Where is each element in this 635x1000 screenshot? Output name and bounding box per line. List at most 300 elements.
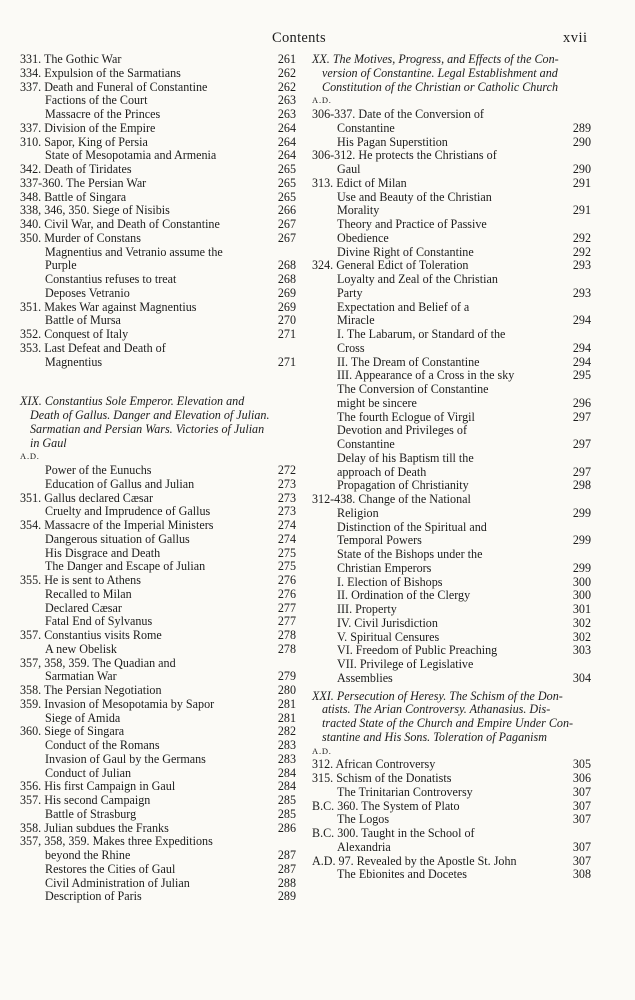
toc-entry (312, 163, 591, 177)
toc-entry-title: Party (337, 286, 363, 300)
chapter-heading-line: Sarmatian and Persian Wars. Victories of Julian (30, 421, 265, 436)
toc-entry-page: 271 (277, 354, 296, 369)
toc-entry-title: Temporal Powers (337, 534, 422, 548)
toc-list-right-xx (312, 108, 591, 686)
toc-entry-page: 264 (277, 120, 296, 135)
toc-entry (20, 301, 296, 315)
toc-entry-title: State of the Bishops under the (337, 548, 483, 561)
toc-entry-page: 290 (572, 134, 591, 149)
toc-entry-title: 331. The Gothic War (20, 53, 122, 66)
toc-entry-page: 264 (277, 134, 296, 149)
toc-entry (312, 507, 591, 521)
toc-entry-title: Purple (45, 259, 77, 273)
chapter-heading-xx (312, 53, 591, 94)
toc-entry-title: III. Property (337, 603, 397, 616)
toc-entry-title: 356. His first Campaign in Gaul (20, 780, 176, 794)
toc-entry-page: 302 (572, 615, 591, 630)
toc-entry (20, 822, 296, 836)
chapter-heading-line: XXI. Persecution of Heresy. The Schism of the Don- (312, 688, 563, 703)
toc-entry (312, 479, 591, 493)
toc-entry-page: 277 (277, 600, 296, 615)
toc-entry (312, 149, 591, 163)
page-number: xvii (563, 30, 588, 46)
chapter-heading-line: in Gaul (30, 435, 67, 450)
toc-entry-title: 310. Sapor, King of Persia (20, 135, 148, 149)
toc-entry (20, 863, 296, 877)
toc-entry-page: 283 (277, 738, 296, 752)
toc-entry-title: Theory and Practice of Passive (337, 218, 487, 231)
toc-entry (312, 397, 591, 411)
toc-entry (20, 218, 296, 232)
toc-entry-title: Expectation and Belief of a (337, 300, 470, 314)
toc-entry (312, 246, 591, 260)
toc-entry (312, 562, 591, 576)
toc-entry-title: The Conversion of Constantine (337, 383, 489, 396)
toc-entry-title: Divine Right of Constantine (337, 245, 474, 259)
toc-entry (20, 890, 296, 904)
toc-entry (20, 574, 296, 588)
toc-entry-title: Constantine (337, 121, 395, 135)
toc-entry-title: 334. Expulsion of the Sarmatians (20, 66, 181, 80)
toc-entry-page: 285 (277, 793, 296, 807)
toc-entry-title: Siege of Amida (45, 711, 121, 725)
toc-entry-page: 273 (277, 476, 296, 491)
toc-entry-title: B.C. 360. The System of Plato (312, 799, 460, 813)
toc-entry-page: 290 (572, 162, 591, 176)
toc-entry (20, 780, 296, 794)
toc-entry (20, 287, 296, 301)
toc-entry (20, 478, 296, 492)
toc-entry-page: 266 (277, 203, 296, 218)
toc-entry-page: 308 (572, 867, 591, 882)
toc-entry-page: 291 (572, 175, 591, 190)
toc-entry (20, 53, 296, 67)
toc-entry (20, 314, 296, 328)
toc-entry (20, 259, 296, 273)
toc-entry-title: State of Mesopotamia and Armenia (45, 149, 217, 163)
running-title: Contents (272, 30, 326, 46)
toc-entry-title: might be sincere (337, 396, 417, 410)
toc-entry-title: Restores the Cities of Gaul (45, 862, 176, 876)
toc-entry (20, 246, 296, 260)
chapter-heading-xix (20, 395, 296, 450)
toc-entry (20, 204, 296, 218)
toc-entry-page: 297 (572, 437, 591, 451)
toc-entry-title: VII. Privilege of Legislative (337, 658, 474, 671)
toc-entry-page: 282 (277, 724, 296, 739)
toc-entry (312, 786, 591, 800)
toc-entry (20, 177, 296, 191)
toc-entry-title: Massacre of the Princes (45, 108, 161, 121)
toc-entry-title: II. Ordination of the Clergy (337, 589, 471, 603)
toc-entry-title: The Trinitarian Controversy (337, 785, 473, 799)
toc-entry (20, 108, 296, 122)
toc-entry-title: Dangerous situation of Gallus (45, 532, 190, 546)
toc-entry-title: Assemblies (337, 671, 393, 685)
toc-entry (312, 521, 591, 535)
chapter-heading-line: Death of Gallus. Danger and Elevation of Julian. (30, 408, 270, 422)
toc-entry (20, 808, 296, 822)
toc-entry (312, 576, 591, 590)
toc-entry-page: 274 (277, 518, 296, 532)
toc-entry-page: 293 (572, 258, 591, 273)
toc-entry (312, 589, 591, 603)
toc-entry-page: 289 (572, 120, 591, 135)
toc-entry (312, 232, 591, 246)
toc-entry-page: 268 (277, 258, 296, 273)
toc-entry-title: 315. Schism of the Donatists (312, 772, 452, 785)
toc-entry (312, 273, 591, 287)
toc-entry-page: 261 (277, 52, 296, 66)
toc-entry-page: 275 (277, 559, 296, 574)
toc-entry (312, 548, 591, 562)
toc-entry (20, 533, 296, 547)
toc-entry (312, 452, 591, 466)
toc-entry-page: 284 (277, 779, 296, 794)
toc-entry-page: 287 (277, 861, 296, 876)
toc-entry-title: 324. General Edict of Toleration (312, 259, 469, 273)
toc-entry (20, 342, 296, 356)
toc-entry-title: IV. Civil Jurisdiction (337, 616, 438, 630)
toc-entry (312, 772, 591, 786)
ad-marker: A.D. (312, 95, 332, 106)
toc-entry (20, 464, 296, 478)
toc-entry-title: 357. His second Campaign (20, 794, 151, 807)
toc-entry-page: 265 (277, 175, 296, 190)
toc-entry-page: 304 (572, 670, 591, 685)
toc-entry-page: 273 (277, 504, 296, 519)
toc-entry (312, 800, 591, 814)
toc-entry-page: 269 (277, 299, 296, 314)
toc-entry (312, 438, 591, 452)
toc-entry (20, 94, 296, 108)
toc-entry (312, 177, 591, 191)
toc-list-left-bottom (20, 464, 296, 904)
toc-entry-page: 267 (277, 230, 296, 245)
toc-entry (312, 356, 591, 370)
toc-entry (312, 827, 591, 841)
toc-entry-title: Magnentius (45, 355, 103, 369)
toc-entry-title: A.D. 97. Revealed by the Apostle St. John (312, 854, 517, 868)
toc-entry (312, 108, 591, 122)
toc-entry (20, 122, 296, 136)
toc-entry (312, 868, 591, 882)
toc-entry-page: 270 (277, 313, 296, 328)
toc-entry-title: approach of Death (337, 465, 427, 479)
toc-entry-title: 351. Makes War against Magnentius (20, 300, 197, 314)
toc-entry (20, 629, 296, 643)
toc-entry-page: 287 (277, 848, 296, 862)
toc-entry (312, 328, 591, 342)
toc-entry (312, 204, 591, 218)
toc-entry-title: Loyalty and Zeal of the Christian (337, 273, 498, 286)
toc-entry-title: Conduct of Julian (45, 766, 131, 780)
toc-entry (312, 301, 591, 315)
toc-entry (20, 492, 296, 506)
toc-entry-title: 351. Gallus declared Cæsar (20, 491, 153, 505)
toc-entry (20, 615, 296, 629)
toc-entry-title: 360. Siege of Singara (20, 725, 125, 739)
toc-entry-title: 312-438. Change of the National (312, 493, 471, 506)
toc-entry (20, 232, 296, 246)
toc-entry-title: I. Election of Bishops (337, 575, 443, 589)
toc-entry-page: 265 (277, 162, 296, 176)
toc-entry (20, 136, 296, 150)
toc-entry (312, 383, 591, 397)
toc-entry-page: 294 (572, 354, 591, 369)
toc-entry (312, 287, 591, 301)
toc-entry-page: 302 (572, 629, 591, 644)
toc-entry-title: 348. Battle of Singara (20, 190, 127, 204)
toc-entry-title: 355. He is sent to Athens (20, 574, 141, 587)
toc-entry-page: 289 (277, 889, 296, 904)
toc-entry-title: 357, 358, 359. The Quadian and (20, 656, 176, 670)
toc-entry-page: 288 (277, 875, 296, 890)
toc-entry-page: 296 (572, 395, 591, 410)
toc-entry-title: 338, 346, 350. Siege of Nisibis (20, 204, 170, 218)
toc-entry-title: Recalled to Milan (45, 587, 132, 601)
toc-entry (312, 841, 591, 855)
toc-entry-page: 279 (277, 669, 296, 684)
toc-entry-title: The Danger and Escape of Julian (45, 560, 206, 574)
toc-entry-title: Cross (337, 341, 365, 355)
toc-entry-page: 267 (277, 217, 296, 231)
toc-entry-title: 342. Death of Tiridates (20, 163, 132, 176)
toc-entry-title: Conduct of the Romans (45, 739, 160, 752)
toc-entry-title: The fourth Eclogue of Virgil (337, 410, 475, 424)
toc-entry-title: Magnentius and Vetranio assume the (45, 245, 223, 259)
toc-entry-page: 292 (572, 230, 591, 245)
toc-entry (20, 560, 296, 574)
toc-entry-page: 280 (277, 683, 296, 697)
toc-entry (20, 698, 296, 712)
toc-entry-page: 263 (277, 93, 296, 108)
toc-list-left-top (20, 53, 296, 369)
toc-entry-title: Deposes Vetranio (45, 286, 130, 300)
toc-entry (20, 81, 296, 95)
toc-entry-title: Declared Cæsar (45, 601, 122, 615)
ad-marker: A.D. (312, 745, 332, 756)
toc-entry-page: 295 (572, 368, 591, 383)
toc-entry (20, 643, 296, 657)
toc-entry-page: 298 (572, 478, 591, 493)
toc-entry-title: 313. Edict of Milan (312, 176, 407, 190)
toc-entry (20, 657, 296, 671)
toc-entry (312, 672, 591, 686)
toc-entry-title: 352. Conquest of Italy (20, 328, 129, 341)
toc-entry-page: 307 (572, 812, 591, 827)
toc-entry-page: 306 (572, 771, 591, 785)
toc-entry-page: 303 (572, 643, 591, 658)
toc-entry (20, 149, 296, 163)
chapter-heading-line: Constitution of the Christian or Catholic Church (322, 79, 559, 94)
toc-entry-title: Obedience (337, 231, 389, 245)
toc-entry (312, 534, 591, 548)
toc-entry (312, 644, 591, 658)
toc-entry-page: 284 (277, 765, 296, 780)
toc-entry-title: 357, 358, 359. Makes three Expeditions (20, 835, 213, 849)
right-column (312, 53, 591, 882)
toc-entry-title: 357. Constantius visits Rome (20, 629, 162, 642)
toc-list-right-xxi (312, 758, 591, 882)
toc-entry-title: Battle of Mursa (45, 314, 121, 328)
toc-entry-page: 271 (277, 327, 296, 341)
toc-entry-title: 337. Death and Funeral of Constantine (20, 80, 208, 94)
toc-entry (312, 218, 591, 232)
toc-entry (312, 122, 591, 136)
toc-entry-title: Invasion of Gaul by the Germans (45, 752, 206, 766)
toc-entry-title: Sarmatian War (45, 670, 117, 684)
toc-entry-page: 297 (572, 409, 591, 424)
toc-entry-title: Power of the Eunuchs (45, 464, 152, 477)
toc-entry (312, 855, 591, 869)
toc-entry-title: Alexandria (337, 840, 391, 854)
chapter-heading-line: XIX. Constantius Sole Emperor. Elevation and (20, 394, 245, 409)
toc-entry-title: Distinction of the Spiritual and (337, 520, 487, 534)
toc-entry-page: 300 (572, 588, 591, 603)
chapter-heading-line: atists. The Arian Controversy. Athanasius. Dis- (322, 702, 551, 717)
toc-entry-title: 350. Murder of Constans (20, 231, 141, 245)
toc-entry-page: 305 (572, 757, 591, 772)
toc-entry-title: B.C. 300. Taught in the School of (312, 827, 475, 840)
toc-entry-title: Religion (337, 506, 379, 520)
toc-entry-title: 337. Division of the Empire (20, 121, 156, 135)
toc-entry-page: 285 (277, 806, 296, 821)
toc-entry (312, 603, 591, 617)
toc-entry-title: Morality (337, 204, 380, 218)
toc-entry-page: 281 (277, 710, 296, 725)
toc-entry-page: 292 (572, 244, 591, 259)
toc-entry (20, 602, 296, 616)
left-column (20, 53, 296, 904)
toc-entry (20, 725, 296, 739)
toc-entry-page: 278 (277, 641, 296, 656)
toc-entry-page: 274 (277, 531, 296, 546)
toc-entry-title: V. Spiritual Censures (337, 630, 440, 644)
toc-entry-page: 299 (572, 560, 591, 575)
chapter-heading-line: version of Constantine. Legal Establishment and (322, 65, 558, 80)
toc-entry-title: 306-337. Date of the Conversion of (312, 108, 484, 121)
toc-entry-page: 262 (277, 79, 296, 94)
toc-entry (20, 712, 296, 726)
toc-entry-title: I. The Labarum, or Standard of the (337, 328, 506, 341)
toc-entry-title: 358. The Persian Negotiation (20, 684, 162, 697)
toc-entry (312, 466, 591, 480)
toc-entry-page: 286 (277, 820, 296, 835)
toc-entry (20, 519, 296, 533)
toc-entry-title: 306-312. He protects the Christians of (312, 149, 497, 163)
toc-entry (20, 588, 296, 602)
toc-entry-page: 262 (277, 65, 296, 80)
toc-entry-title: Propagation of Christianity (337, 479, 469, 493)
toc-entry-page: 275 (277, 545, 296, 560)
toc-entry (20, 877, 296, 891)
toc-entry-title: III. Appearance of a Cross in the sky (337, 369, 515, 383)
toc-entry-page: 263 (277, 107, 296, 121)
page-header (0, 30, 635, 48)
toc-entry-page: 273 (277, 490, 296, 505)
toc-entry (312, 191, 591, 205)
toc-entry-title: Devotion and Privileges of (337, 424, 467, 438)
chapter-heading-line: stantine and His Sons. Toleration of Paganism (322, 729, 547, 744)
chapter-heading-xxi (312, 690, 591, 745)
toc-entry (312, 411, 591, 425)
toc-entry-title: Christian Emperors (337, 561, 432, 575)
toc-entry-title: Constantine (337, 438, 395, 451)
toc-entry-title: Fatal End of Sylvanus (45, 615, 153, 629)
toc-entry-page: 299 (572, 505, 591, 520)
toc-entry-page: 307 (572, 839, 591, 854)
toc-entry-page: 265 (277, 189, 296, 204)
toc-entry-page: 297 (572, 464, 591, 479)
toc-entry (312, 493, 591, 507)
toc-entry-page: 307 (572, 853, 591, 868)
toc-entry (20, 505, 296, 519)
toc-entry (20, 670, 296, 684)
toc-entry (312, 136, 591, 150)
toc-entry-page: 272 (277, 463, 296, 477)
toc-entry (312, 758, 591, 772)
toc-entry-title: 359. Invasion of Mesopotamia by Sapor (20, 697, 215, 711)
toc-entry (312, 369, 591, 383)
ad-marker: A.D. (20, 451, 40, 462)
toc-entry (20, 273, 296, 287)
toc-entry (20, 547, 296, 561)
toc-entry-title: Factions of the Court (45, 94, 148, 108)
toc-entry-page: 276 (277, 573, 296, 587)
toc-entry-page: 300 (572, 574, 591, 589)
toc-entry (312, 424, 591, 438)
toc-entry-title: His Disgrace and Death (45, 546, 161, 560)
toc-entry (312, 314, 591, 328)
toc-entry-page: 277 (277, 614, 296, 629)
toc-entry-page: 299 (572, 533, 591, 548)
toc-entry-page: 269 (277, 285, 296, 300)
toc-entry (20, 328, 296, 342)
toc-entry-page: 268 (277, 272, 296, 286)
toc-entry (312, 342, 591, 356)
toc-entry (20, 356, 296, 370)
toc-entry-page: 293 (572, 285, 591, 300)
toc-entry-title: 337-360. The Persian War (20, 176, 147, 190)
toc-entry-title: His Pagan Superstition (337, 135, 448, 149)
toc-entry-title: The Logos (337, 813, 390, 827)
toc-entry-title: beyond the Rhine (45, 849, 131, 862)
toc-entry-page: 294 (572, 313, 591, 328)
toc-entry-title: A new Obelisk (45, 642, 117, 656)
toc-entry (20, 67, 296, 81)
toc-entry-title: 353. Last Defeat and Death of (20, 341, 166, 355)
toc-entry (20, 684, 296, 698)
toc-entry-title: VI. Freedom of Public Preaching (337, 644, 498, 658)
toc-entry-page: 307 (572, 784, 591, 799)
toc-entry (312, 658, 591, 672)
toc-entry-title: 340. Civil War, and Death of Constantine (20, 218, 220, 231)
toc-entry-title: II. The Dream of Constantine (337, 355, 480, 369)
toc-entry-title: Miracle (337, 314, 375, 328)
toc-entry (20, 849, 296, 863)
toc-entry-title: Delay of his Baptism till the (337, 451, 474, 465)
toc-entry-title: 354. Massacre of the Imperial Ministers (20, 519, 214, 532)
chapter-heading-line: XX. The Motives, Progress, and Effects of the Con- (312, 52, 559, 66)
chapter-heading-line: tracted State of the Church and Empire Under Con- (322, 716, 574, 730)
toc-entry-title: Civil Administration of Julian (45, 876, 190, 890)
toc-entry (312, 813, 591, 827)
toc-entry-title: 358. Julian subdues the Franks (20, 821, 169, 835)
toc-entry (20, 191, 296, 205)
toc-entry-title: 312. African Controversy (312, 758, 436, 772)
toc-entry-page: 264 (277, 148, 296, 163)
